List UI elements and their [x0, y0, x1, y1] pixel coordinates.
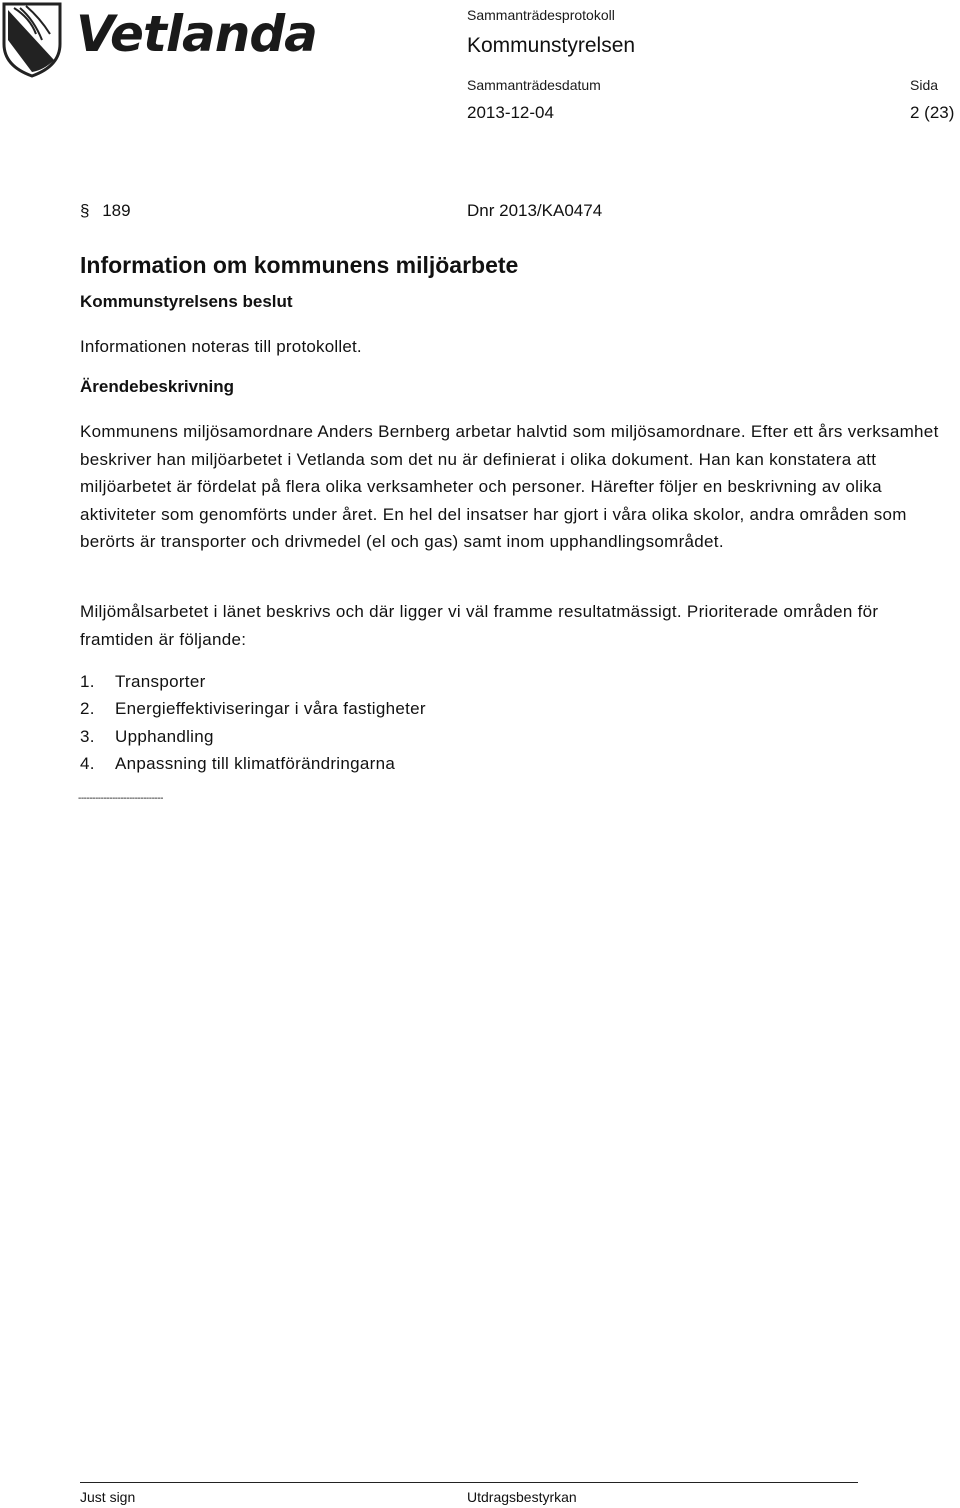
list-item-number: 4. [80, 754, 95, 773]
list-item-text: Energieffektiviseringar i våra fastigheter [115, 699, 426, 718]
certified-label: Utdragsbestyrkan [467, 1489, 577, 1505]
meeting-date: 2013-12-04 [467, 103, 554, 122]
list-item-text: Anpassning till klimatförändringarna [115, 754, 396, 773]
municipal-shield-icon [0, 0, 64, 78]
date-label: Sammanträdesdatum [467, 77, 601, 93]
paragraph-symbol: § [80, 201, 90, 220]
list-item-text: Transporter [115, 672, 206, 691]
description-heading: Ärendebeskrivning [80, 377, 234, 396]
list-item [80, 754, 395, 774]
list-item-number: 2. [80, 699, 95, 718]
regional-paragraph: Miljömålsarbetet i länet beskrivs och där ligger vi väl framme resultatmässigt. Prioriterade områden för framtiden är följande: [80, 602, 879, 649]
dnr-number: Dnr 2013/KA0474 [467, 201, 603, 220]
doc-type-label: Sammanträdesprotokoll [467, 7, 615, 23]
footer-rule [80, 1482, 858, 1483]
page-label: Sida [910, 77, 939, 93]
separator-line: ------------------------------ [78, 793, 163, 804]
section-title: Information om kommunens miljöarbete [80, 252, 519, 278]
just-sign-label: Just sign [80, 1489, 136, 1505]
body-name: Kommunstyrelsen [467, 34, 636, 57]
list-item [80, 727, 214, 747]
list-item-number: 3. [80, 727, 95, 746]
list-item [80, 699, 426, 719]
logo-wordmark: Vetlanda [76, 5, 317, 63]
decision-text: Informationen noteras till protokollet. [80, 337, 362, 356]
list-item-number: 1. [80, 672, 95, 691]
decision-heading: Kommunstyrelsens beslut [80, 292, 293, 311]
description-paragraph: Kommunens miljösamordnare Anders Bernberg arbetar halvtid som miljösamordnare. Efter ett års verksamhet beskriver han miljöarbetet i Vetlanda som det nu är definierat i olika dokument. Han kan konstatera att miljöarbetet är fördelat på flera olika verksamheter och personer. Härefter följer en beskrivning av olika aktiviteter som genomförts under året. En hel del insatser har gjort i våra olika skolor, andra områden som berörts är transporter och drivmedel (el och gas) samt inom upphandlingsområdet. [80, 422, 939, 551]
paragraph-marker [80, 201, 131, 221]
paragraph-number: 189 [102, 201, 131, 220]
list-item-text: Upphandling [115, 727, 214, 746]
list-item [80, 672, 206, 692]
page-number: 2 (23) [910, 103, 955, 122]
